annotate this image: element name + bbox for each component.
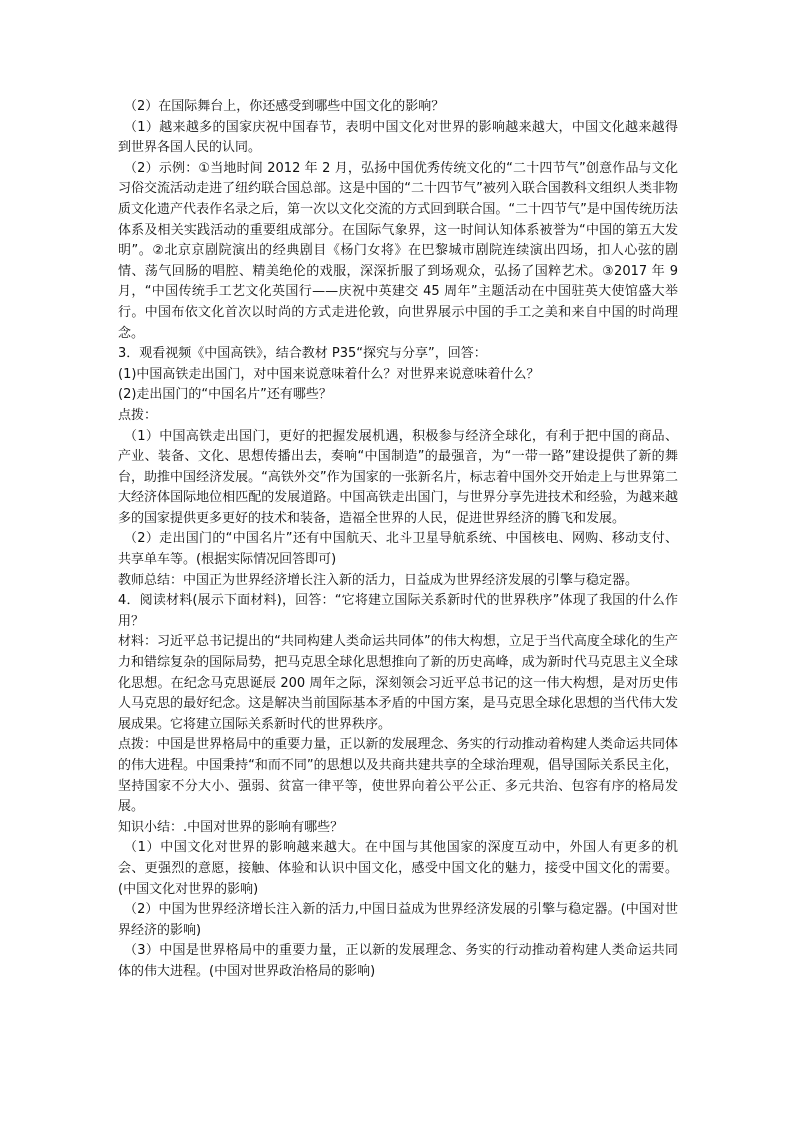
answer-paragraph-2-examples: （2）示例：①当地时间 2012 年 2 月，弘扬中国优秀传统文化的“二十四节气”创意作品与文化习俗交流活动走进了纽约联合国总部。这是中国的“二十四节气”被列入联合国教科文组织人类非物质文化遗产代表作名录之后，第一次以文化交流的方式回到联合国。“二十四节气”是中国传统历法体系及相关实践活动的重要组成部分。在国际气象界，这一时间认知体系被誉为“中国的第五大发明”。②北京京剧院演出的经典剧目《杨门女将》在巴黎城市剧院连续演出四场，扣人心弦的剧情、荡气回肠的唱腔、精美绝伦的戏服，深深折服了到场观众，弘扬了国粹艺术。③2017 年 9 月，“中国传统手工艺文化英国行——庆祝中英建交 45 周年”主题活动在中国驻英大使馆盛大举行。中国布依文化首次以时尚的方式走进伦敦，向世界展示中国的手工之美和来自中国的时尚理念。 bbox=[118, 160, 678, 341]
question-3-sub-2: (2)走出国门的“中国名片”还有哪些？ bbox=[118, 387, 332, 403]
hint-paragraph-1: （1）中国高铁走出国门，更好的把握发展机遇，积极参与经济全球化，有利于把中国的商品、产业、装备、文化、思想传播出去，奏响“中国制造”的最强音，为“一带一路”建设提供了新的舞台，助推中国经济发展。“高铁外交”作为国家的一张新名片，标志着中国外交开始走上与世界第二大经济体国际地位相匹配的发展道路。中国高铁走出国门，与世界分享先进技术和经验，为越来越多的国家提供更多更好的技术和装备，造福全世界的人民，促进世界经济的腾飞和发展。 bbox=[118, 428, 678, 526]
knowledge-summary-heading: 知识小结：.中国对世界的影响有哪些？ bbox=[118, 819, 344, 835]
summary-item-1: （1）中国文化对世界的影响越来越大。在中国与其他国家的深度互动中，外国人有更多的机会、更强烈的意愿，接触、体验和认识中国文化，感受中国文化的魅力，接受中国文化的需要。(中国文化对世界的影响) bbox=[118, 840, 678, 897]
question-2-heading: （2）在国际舞台上，你还感受到哪些中国文化的影响？ bbox=[124, 99, 445, 114]
hint-paragraph-2: （2）走出国门的“中国名片”还有中国航天、北斗卫星导航系统、中国核电、网购、移动支付、共享单车等。(根据实际情况回答即可) bbox=[118, 531, 678, 568]
hint-label: 点拨： bbox=[118, 407, 158, 423]
document-body bbox=[118, 97, 678, 983]
summary-item-2: （2）中国为世界经济增长注入新的活力,中国日益成为世界经济发展的引擎与稳定器。(中国对世界经济的影响) bbox=[118, 902, 678, 938]
hint-paragraph-3: 点拨：中国是世界格局中的重要力量，正以新的发展理念、务实的行动推动着构建人类命运共同体的伟大进程。中国秉持“和而不同”的思想以及共商共建共享的全球治理观，倡导国际关系民主化，坚持国家不分大小、强弱、贫富一律平等，使世界向着公平公正、多元共治、包容有序的格局发展。 bbox=[118, 737, 678, 815]
question-3-sub-1: (1)中国高铁走出国门，对中国来说意味着什么？对世界来说意味着什么？ bbox=[118, 366, 540, 382]
teacher-summary: 教师总结：中国正为世界经济增长注入新的活力，日益成为世界经济发展的引擎与稳定器。 bbox=[118, 572, 639, 588]
material-paragraph: 材料：习近平总书记提出的“共同构建人类命运共同体”的伟大构想，立足于当代高度全球化的生产力和错综复杂的国际局势，把马克思全球化思想推向了新的历史高峰，成为新时代马克思主义全球化思想。在纪念马克思诞辰 200 周年之际，深刻领会习近平总书记的这一伟大构想，是对历史伟人马克思的最好纪念。这是解决当前国际基本矛盾的中国方案，是马克思全球化思想的当代伟大发展成果。它将建立国际关系新时代的世界秩序。 bbox=[118, 634, 678, 732]
answer-paragraph-1: （1）越来越多的国家庆祝中国春节，表明中国文化对世界的影响越来越大，中国文化越来越得到世界各国人民的认同。 bbox=[118, 119, 678, 156]
question-4-heading: 4．阅读材料(展示下面材料)，回答：“它将建立国际关系新时代的世界秩序”体现了我国的什么作用？ bbox=[118, 593, 678, 629]
question-3-heading: 3．观看视频《中国高铁》，结合教材 P35“探究与分享”，回答： bbox=[118, 346, 487, 362]
summary-item-3: （3）中国是世界格局中的重要力量，正以新的发展理念、务实的行动推动着构建人类命运共同体的伟大进程。(中国对世界政治格局的影响) bbox=[118, 943, 678, 979]
